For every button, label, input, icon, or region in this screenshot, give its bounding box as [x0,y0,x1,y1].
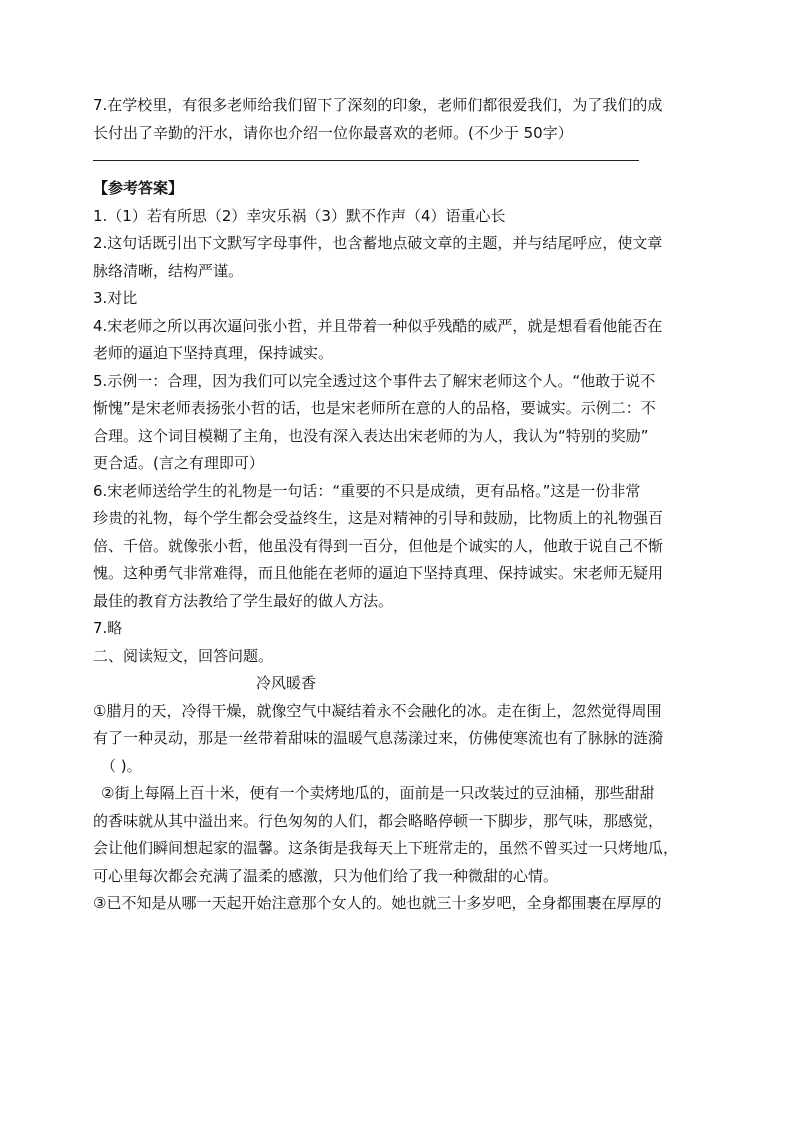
answer-1: 1.（1）若有所思（2）幸灾乐祸（3）默不作声（4）语重心长 [93,206,506,225]
answers-heading: 【参考答案】 [93,179,184,197]
answer-blank-line [93,160,639,161]
paragraph-1-line-3: （ )。 [101,756,142,775]
answer-5-line-4: 更合适。(言之有理即可） [93,454,264,472]
answer-4-line-1: 4.宋老师之所以再次逼问张小哲，并且带着一种似乎残酷的威严，就是想看看他能否在 [93,316,663,335]
answer-4-line-2: 老师的逼迫下坚持真理，保持诚实。 [93,344,334,362]
answer-7: 7.略 [93,619,123,637]
paragraph-2-line-1: ②街上每隔上百十米，便有一个卖烤地瓜的，面前是一只改装过的豆油桶，那些甜甜 [101,784,655,802]
answer-5-line-3: 合理。这个词目模糊了主角，也没有深入表达出宋老师的为人，我认为“特别的奖励” [93,426,649,445]
paragraph-1-line-1: ①腊月的天，冷得干燥，就像空气中凝结着永不会融化的冰。走在街上，忽然觉得周围 [93,701,662,720]
answer-2-line-1: 2.这句话既引出下文默写字母事件，也含蓄地点破文章的主题，并与结尾呼应，使文章 [93,234,663,252]
answer-6-line-1: 6.宋老师送给学生的礼物是一句话：“重要的不只是成绩，更有品格。”这是一份非常 [93,481,641,500]
passage-title: 冷风暖香 [256,674,317,692]
document-content [93,92,713,918]
answer-5-line-1: 5.示例一：合理，因为我们可以完全透过这个事件去了解宋老师这个人。“他敢于说不 [93,371,656,390]
paragraph-2-line-4: 可心里每次都会充满了温柔的感激，只为他们给了我一种微甜的心情。 [93,866,559,885]
paragraph-2-line-2: 的香味就从其中溢出来。行色匆匆的人们，都会略略停顿一下脚步，那气味，那感觉， [93,811,664,830]
answer-6-line-5: 最佳的教育方法教给了学生最好的做人方法。 [93,591,394,610]
answer-6-line-4: 愧。这种勇气非常难得，而且他能在老师的逼迫下坚持真理、保持诚实。宋老师无疑用 [93,564,664,582]
paragraph-1-line-2: 有了一种灵动，那是一丝带着甜味的温暖气息荡漾过来，仿佛使寒流也有了脉脉的涟漪 [93,729,664,747]
answer-2-line-2: 脉络清晰，结构严谨。 [93,261,244,280]
question-7-line-2: 长付出了辛勤的汗水，请你也介绍一位你最喜欢的老师。(不少于 50字） [93,123,573,142]
section-2-heading: 二、阅读短文，回答问题。 [93,646,274,665]
answer-5-line-2: 惭愧”是宋老师表扬张小哲的话，也是宋老师所在意的人的品格，要诚实。示例二：不 [93,399,656,417]
answer-6-line-2: 珍贵的礼物，每个学生都会受益终生，这是对精神的引导和鼓励，比物质上的礼物强百 [93,509,664,527]
paragraph-3-line-1: ③已不知是从哪一天起开始注意那个女人的。她也就三十多岁吧，全身都围裹在厚厚的 [93,894,662,912]
answer-6-line-3: 倍、千倍。就像张小哲，他虽没有得到一百分，但他是个诚实的人，他敢于说自己不惭 [93,536,664,555]
paragraph-2-line-3: 会让他们瞬间想起家的温馨。这条街是我每天上下班常走的，虽然不曾买过一只烤地瓜， [93,839,679,857]
question-7-line-1: 7.在学校里，有很多老师给我们留下了深刻的印象，老师们都很爱我们，为了我们的成 [93,96,663,114]
answer-3: 3.对比 [93,289,138,307]
